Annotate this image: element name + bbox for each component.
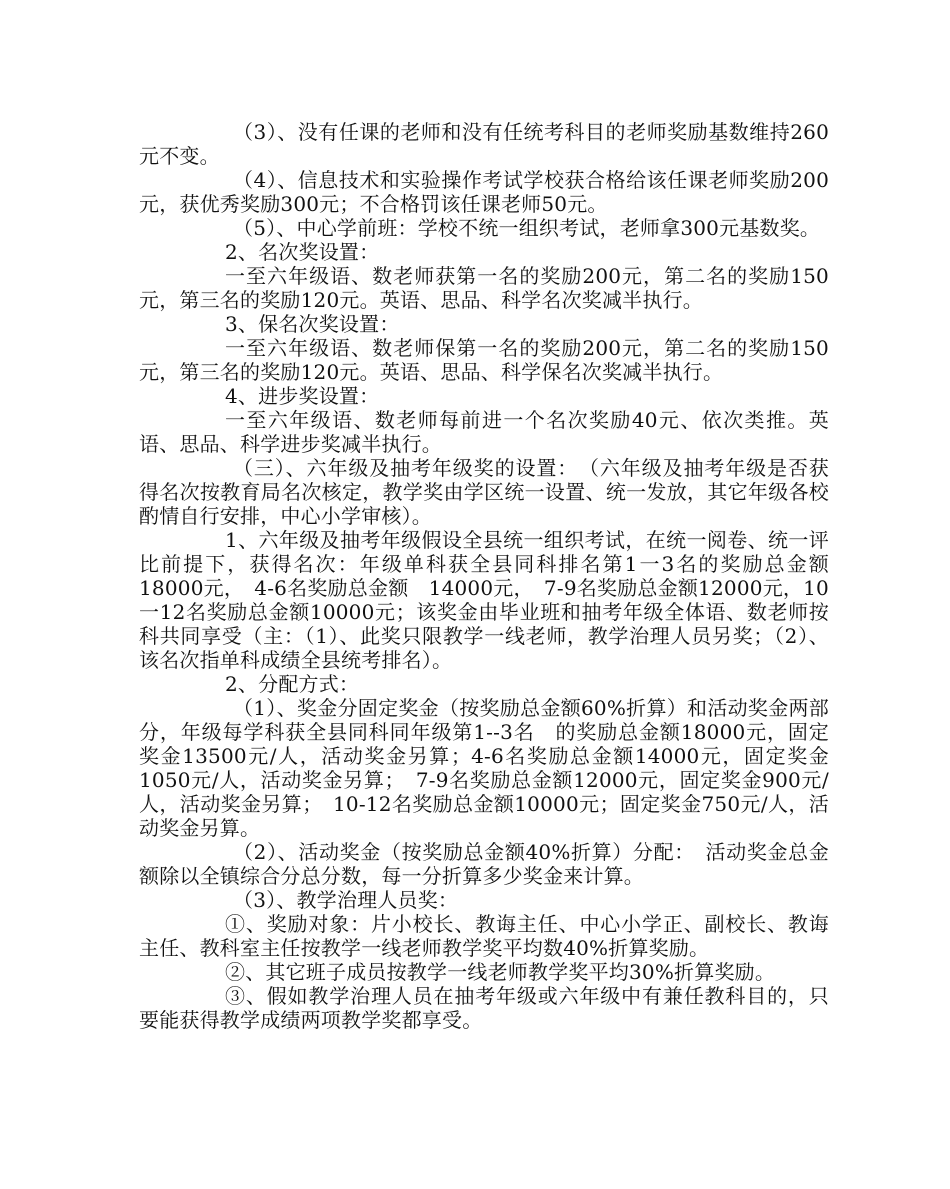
- section-heading-rank-award: 2、名次奖设置：: [225, 240, 380, 264]
- paragraph-county-exam: 1、六年级及抽考年级假设全县统一组织考试，在统一阅卷、统一评比前提下，获得名次：年级单科获全县同科排名第1一3名的奖励总金额18000元， 4-6名奖励总金额 14000元， 7-9名奖励总金额12000元，10一12名奖励总金额10000元；该奖金由毕业班和抽考年级全体语、数老师按科共同享受（主：（1）、此奖只限教学一线老师，教学治理人员另奖；（2）、该名次指单科成绩全县统考排名）。: [139, 528, 829, 672]
- paragraph-other-members: ②、其它班子成员按教学一线老师教学奖平均30%折算奖励。: [225, 960, 776, 984]
- paragraph-progress-award: 一至六年级语、数老师每前进一个名次奖励40元、依次类推。英语、思品、科学进步奖减半执行。: [139, 408, 829, 456]
- section-heading-grade-six-award: （三）、六年级及抽考年级奖的设置： （六年级及抽考年级是否获得名次按教育局名次核定，教学奖由学区统一设置、统一发放，其它年级各校酌情自行安排，中心小学审核）。: [139, 456, 829, 528]
- paragraph-keep-rank-award: 一至六年级语、数老师保第一名的奖励200元，第二名的奖励150元，第三名的奖励120元。英语、思品、科学保名次奖减半执行。: [139, 336, 829, 384]
- paragraph-concurrent-teaching: ③、假如教学治理人员在抽考年级或六年级中有兼任教科目的，只要能获得教学成绩两项教学奖都享受。: [139, 984, 829, 1032]
- section-heading-distribution: 2、分配方式：: [225, 672, 360, 696]
- paragraph-rank-award: 一至六年级语、数老师获第一名的奖励200元，第二名的奖励150元，第三名的奖励120元。英语、思品、科学名次奖减半执行。: [139, 264, 829, 312]
- section-heading-progress-award: 4、进步奖设置：: [225, 384, 380, 408]
- document-body: [139, 120, 829, 1032]
- paragraph-item-3: （3）、没有任课的老师和没有任统考科目的老师奖励基数维持260元不变。: [139, 120, 829, 168]
- paragraph-fixed-bonus: （1）、奖金分固定奖金（按奖励总金额60%折算）和活动奖金两部分，年级每学科获全县同科同年级第1--3名 的奖励总金额18000元，固定奖金13500元/人，活动奖金另算；4-6名奖励总金额14000元，固定奖金1050元/人，活动奖金另算； 7-9名奖励总金额12000元，固定奖金900元/人，活动奖金另算； 10-12名奖励总金额10000元；固定奖金750元/人，活动奖金另算。: [139, 696, 829, 840]
- paragraph-award-targets: ①、奖励对象：片小校长、教诲主任、中心小学正、副校长、教诲主任、教科室主任按教学一线老师教学奖平均数40%折算奖励。: [139, 912, 829, 960]
- section-heading-keep-rank-award: 3、保名次奖设置：: [225, 312, 400, 336]
- paragraph-item-5: （5）、中心学前班：学校不统一组织考试，老师拿300元基数奖。: [233, 216, 821, 240]
- section-heading-management-award: （3）、教学治理人员奖：: [233, 888, 459, 912]
- paragraph-activity-bonus: （2）、活动奖金（按奖励总金额40%折算）分配： 活动奖金总金额除以全镇综合分总分数，每一分折算多少奖金来计算。: [139, 840, 829, 888]
- paragraph-item-4: （4）、信息技术和实验操作考试学校获合格给该任课老师奖励200元，获优秀奖励300元；不合格罚该任课老师50元。: [139, 168, 829, 216]
